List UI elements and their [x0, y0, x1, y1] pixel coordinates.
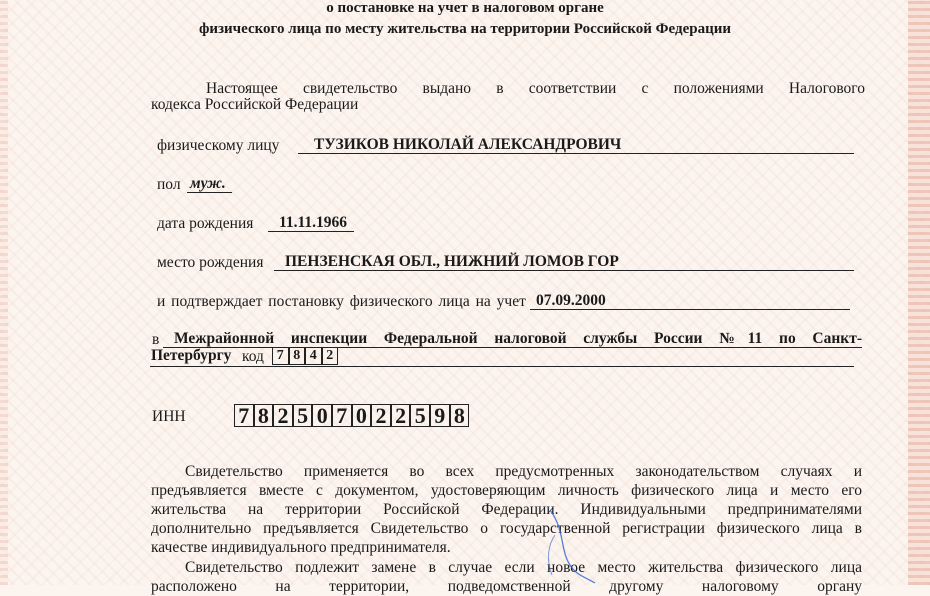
intro-line-2: кодекса Российской Федерации — [151, 96, 359, 113]
pob-label: место рождения — [157, 254, 264, 271]
authority-line-1: Межрайонной инспекции Федеральной налоговой службы России №11 по Санкт- — [174, 330, 862, 347]
inn-digit-box: 0 — [352, 404, 372, 427]
authority-underline-2 — [150, 366, 854, 367]
inn-digit-box: 2 — [371, 404, 391, 427]
dob-label: дата рождения — [157, 215, 254, 232]
paragraph-1-line-2: предъявляется вместе с документом, удостоверяющим личность физического лица и место его — [151, 482, 862, 499]
inn-digit-box: 7 — [234, 404, 254, 427]
pob-underline — [274, 270, 854, 271]
paragraph-1-line-3: жительства на территории Российской Федерации. Индивидуальными предпринимателями — [151, 501, 862, 518]
confirm-label: и подтверждает постановку физического лица на учет — [157, 293, 526, 310]
confirm-underline — [530, 309, 850, 310]
pob-value: ПЕНЗЕНСКАЯ ОБЛ., НИЖНИЙ ЛОМОВ ГОР — [285, 253, 619, 270]
name-underline — [298, 153, 854, 154]
paragraph-1-line-1: Свидетельство применяется во всех предусмотренных законодательством случаях и — [185, 463, 862, 480]
paragraph-2-line-2: расположено на территории, подведомственной другому налоговому органу — [151, 578, 862, 595]
decorative-border-left — [0, 0, 8, 585]
confirm-date: 07.09.2000 — [536, 292, 606, 309]
signature-stroke — [510, 505, 620, 585]
paragraph-1-line-4: дополнительно предъявляется Свидетельство о государственной регистрации физического лица в — [151, 520, 862, 537]
inn-digit-box: 9 — [430, 404, 450, 427]
code-digit-box: 7 — [272, 347, 289, 365]
paragraph-2-line-1: Свидетельство подлежит замене в случае если новое место жительства физического лица — [185, 559, 862, 576]
inn-digit-box: 7 — [332, 404, 352, 427]
header-line-1: о постановке на учет в налоговом органе — [326, 0, 604, 16]
authority-underline-1 — [163, 347, 862, 348]
name-label: физическому лицу — [157, 137, 280, 154]
inn-digit-box: 5 — [293, 404, 313, 427]
inn-digit-box: 8 — [254, 404, 274, 427]
dob-value: 11.11.1966 — [279, 214, 348, 231]
sex-underline — [187, 192, 232, 193]
decorative-border-right — [908, 0, 930, 585]
inn-digit-box: 0 — [312, 404, 332, 427]
inn-digit-box: 2 — [391, 404, 411, 427]
authority-line-2: Петербургу — [151, 347, 232, 364]
header-line-2: физического лица по месту жительства на территории Российской Федерации — [198, 21, 732, 37]
inn-digit-box: 5 — [410, 404, 430, 427]
inn-digit-box: 8 — [450, 404, 470, 427]
authority-prefix: в — [152, 331, 160, 348]
sex-label: пол — [157, 176, 181, 193]
inn-label: ИНН — [152, 408, 186, 425]
code-digit-box: 8 — [289, 347, 306, 365]
inn-digit-box: 2 — [273, 404, 293, 427]
intro-line-1: Настоящее свидетельство выдано в соответствии с положениями Налогового — [206, 80, 865, 97]
code-label: код — [242, 348, 264, 365]
paragraph-1-line-5: качестве индивидуального предпринимателя. — [151, 539, 451, 556]
code-digit-box: 2 — [322, 347, 339, 365]
dob-underline — [268, 231, 354, 232]
sex-value: муж. — [190, 175, 226, 192]
name-value: ТУЗИКОВ НИКОЛАЙ АЛЕКСАНДРОВИЧ — [314, 136, 622, 153]
code-digit-box: 4 — [305, 347, 322, 365]
